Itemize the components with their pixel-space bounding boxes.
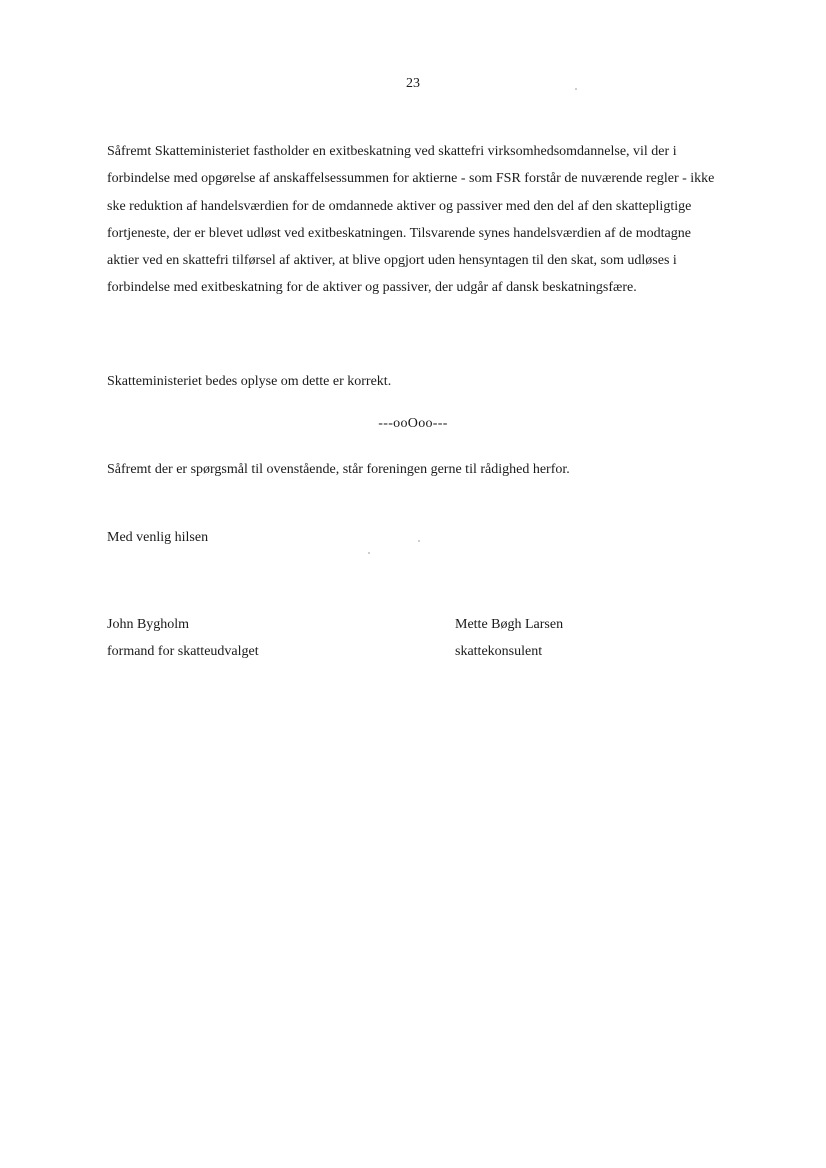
body-paragraph-questions: Såfremt der er spørgsmål til ovenstående, står foreningen gerne til rådighed herfor. bbox=[107, 462, 570, 477]
signature-block-left bbox=[107, 611, 259, 665]
scan-speck bbox=[418, 540, 420, 542]
signatory-title: skattekonsulent bbox=[455, 644, 543, 659]
signatory-name: Mette Bøgh Larsen bbox=[455, 617, 564, 632]
signatory-name: John Bygholm bbox=[107, 617, 190, 632]
section-separator: ---ooOoo--- bbox=[378, 416, 448, 431]
page-number: 23 bbox=[406, 76, 420, 91]
body-paragraph-request: Skatteministeriet bedes oplyse om dette er korrekt. bbox=[107, 374, 392, 389]
scan-speck bbox=[575, 88, 577, 90]
signatory-title: formand for skatteudvalget bbox=[107, 644, 259, 659]
body-paragraph-exit-taxation: Såfremt Skatteministeriet fastholder en exitbeskatning ved skattefri virksomhedsomdannelse, vil der i forbindelse med opgørelse af anskaffelsessummen for aktierne - som FSR forstår de nuværende regler - ikke ske reduktion af handelsværdien for de omdannede aktiver og passiver med den del af den skattepligtige fortjeneste, der er blevet udløst ved exitbeskatningen. Tilsvarende synes handelsværdien af de modtagne aktier ved en skattefri tilførsel af aktiver, at blive opgjort uden hensyntagen til den skat, som udløses i forbindelse med exitbeskatning for de aktiver og passiver, der udgår af dansk beskatningsfære. bbox=[107, 144, 715, 296]
closing-salutation: Med venlig hilsen bbox=[107, 530, 209, 545]
signature-block-right bbox=[455, 611, 563, 665]
scan-speck bbox=[368, 552, 370, 554]
